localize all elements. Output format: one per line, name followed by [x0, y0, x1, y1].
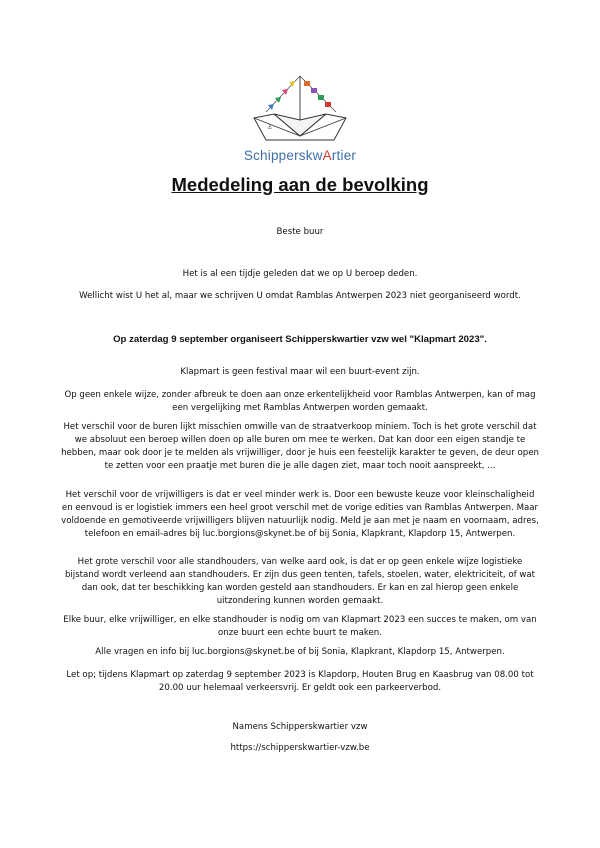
paragraph-everyone: Elke buur, elke vrijwilliger, en elke standhouder is nodig om van Klapmart 2023 een succes te maken, om van onze buurt een echte buurt te maken.	[63, 615, 537, 638]
flag-icon	[318, 95, 324, 100]
paragraph-traffic-notice: Let op; tijdens Klapmart op zaterdag 9 september 2023 is Klapdorp, Houten Brug en Kaasbrug van 08.00 tot 20.00 uur helemaal verkeersvrij. Er geldt ook een parkeerverbod.	[66, 670, 534, 693]
paragraph-volunteers: Het verschil voor de vrijwilligers is dat er veel minder werk is. Door een bewuste keuze voor kleinschaligheid en eenvoud is er logistiek immers een heel groot verschil met de vorige edities van Ramblas Antwerpen. Maar voldoende en gemotiveerde vrijwilligers blijven natuurlijk nodig. Meld je aan met je naam en voornaam, adres, telefoon en email-adres bij luc.borgions@skynet.be of bij Sonia, Klapkrant, Klapdorp 15, Antwerpen.	[61, 490, 539, 539]
paragraph-festival: Klapmart is geen festival maar wil een buurt-event zijn.	[180, 367, 420, 377]
paragraph-comparison: Op geen enkele wijze, zonder afbreuk te doen aan onze erkentelijkheid voor Ramblas Antwerpen, kan of mag een vergelijking met Ramblas Antwerpen worden gemaakt.	[64, 390, 536, 413]
greeting: Beste buur	[276, 227, 324, 237]
paper-boat-logo-icon	[240, 70, 360, 150]
paragraph-neighbours: Het verschil voor de buren lijkt misschien omwille van de straatverkoop miniem. Toch is het grote verschil dat we absoluut een beroep willen doen op alle buren om mee te werken. Dat kan door een eigen standje te hebben, maar ook door je te melden als vrijwilliger, door je huis een feestelijk karakter te geven, de deur open te zetten voor een praatje met buren die je alle dagen ziet, maar toch nooit aanspreekt, ...	[61, 422, 539, 471]
flag-icon	[311, 88, 317, 93]
paragraph-stallholders: Het grote verschil voor alle standhouders, van welke aard ook, is dat er op geen enkele wijze logistieke bijstand wordt verleend aan standhouders. Er zijn dus geen tenten, tafels, stoelen, water, elektriciteit, of wat dan ook, dat ter beschikking kan worden gesteld aan standhouders. Er kan en zal hierop geen enkele uitzondering kunnen worden gemaakt.	[64, 557, 536, 606]
signature: Namens Schipperskwartier vzw	[232, 722, 368, 732]
page-title: Mededeling aan de bevolking	[171, 174, 429, 195]
logo-wordmark: SchipperskwArtier	[243, 148, 357, 163]
website-link[interactable]: https://schipperskwartier-vzw.be	[230, 743, 370, 753]
svg-text:⚓: ⚓	[267, 124, 273, 131]
flag-icon	[325, 102, 331, 107]
flag-icon	[304, 81, 310, 86]
announcement: Op zaterdag 9 september organiseert Schipperskwartier vzw wel "Klapmart 2023".	[113, 334, 487, 345]
flag-icon	[275, 97, 281, 103]
logo	[0, 70, 600, 150]
intro-paragraph-1: Het is al een tijdje geleden dat we op U beroep deden.	[182, 269, 418, 279]
intro-paragraph-2: Wellicht wist U het al, maar we schrijven U omdat Ramblas Antwerpen 2023 niet georganiseerd wordt.	[79, 291, 521, 301]
paragraph-contact: Alle vragen en info bij luc.borgions@skynet.be of bij Sonia, Klapkrant, Klapdorp 15, Antwerpen.	[95, 647, 505, 657]
flag-icon	[289, 81, 295, 87]
